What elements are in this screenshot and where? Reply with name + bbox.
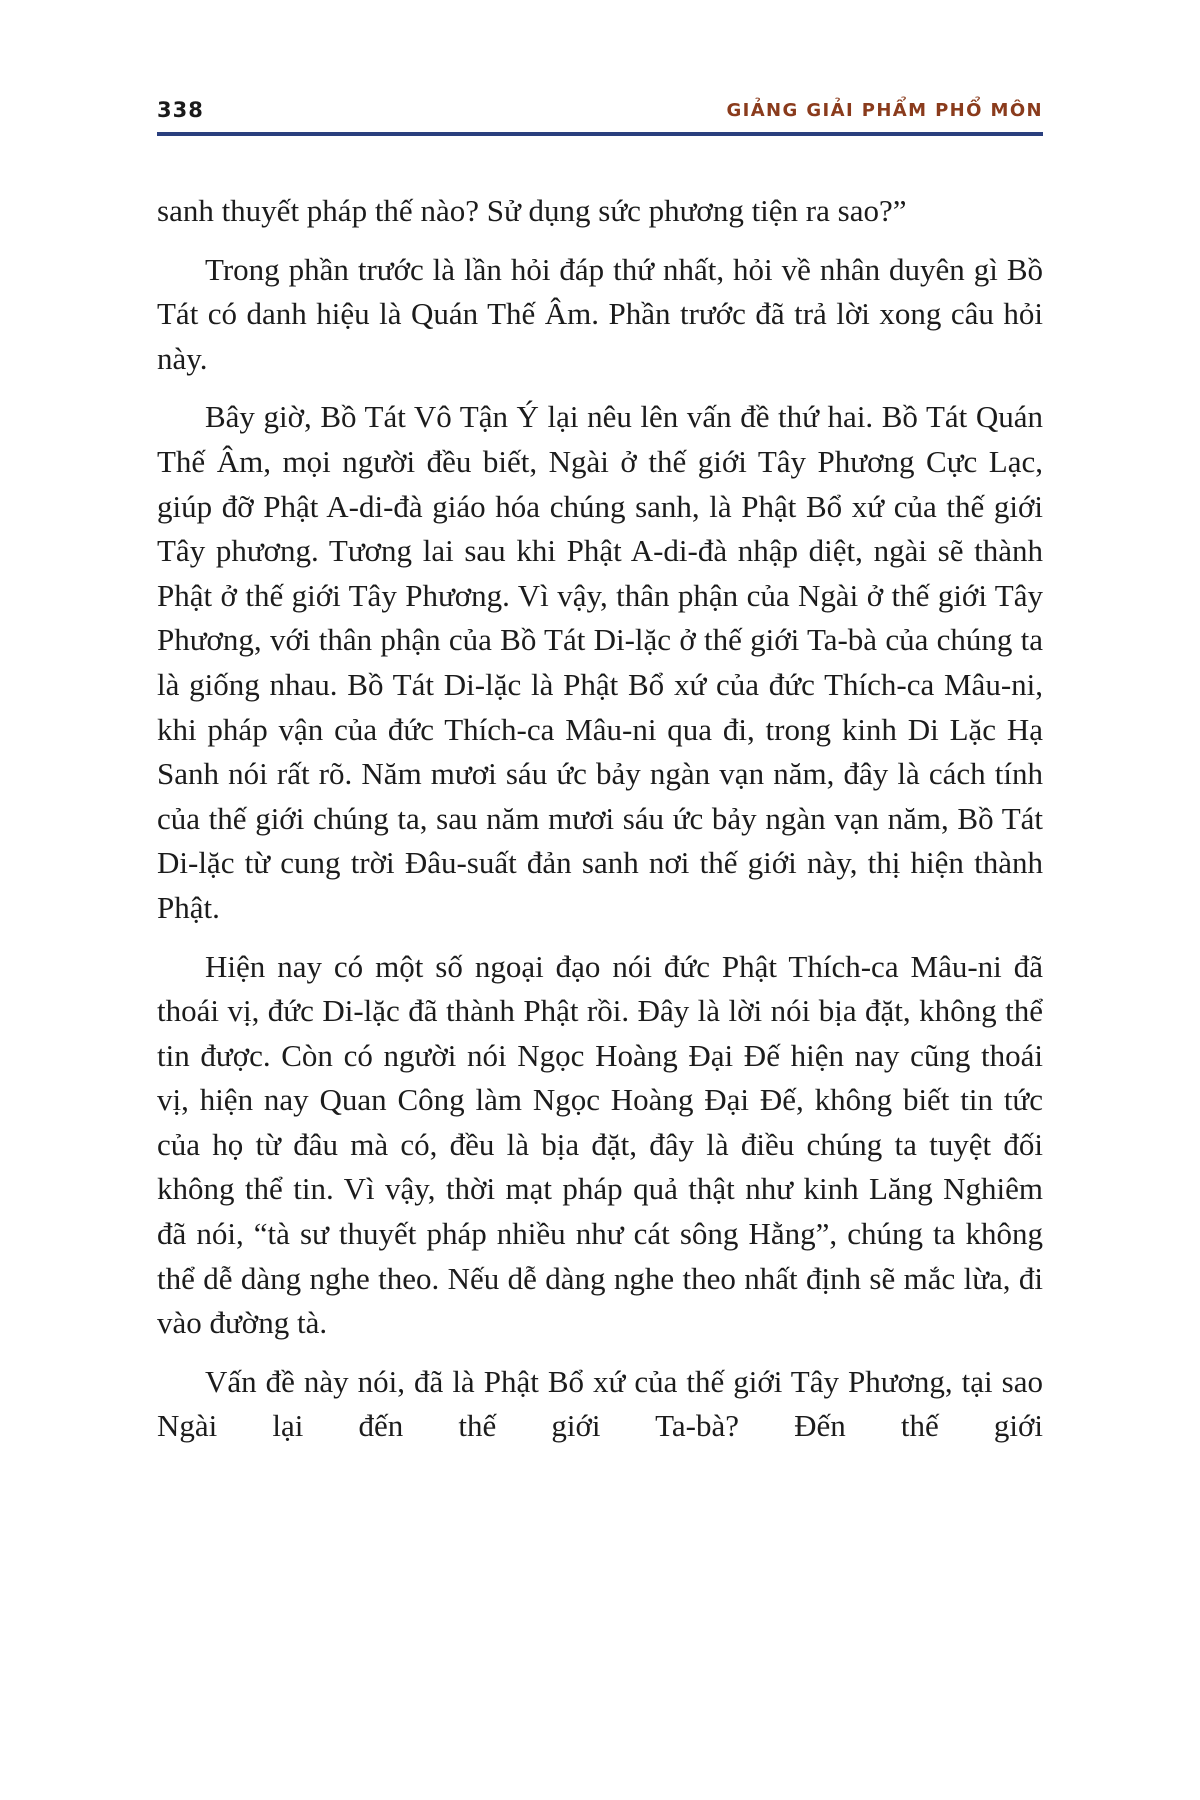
paragraph-continued: sanh thuyết pháp thế nào? Sử dụng sức phương tiện ra sao?” — [157, 193, 907, 228]
page-number: 338 — [157, 98, 204, 122]
running-head — [157, 96, 1043, 124]
header-rule — [157, 132, 1043, 136]
paragraph: Trong phần trước là lần hỏi đáp thứ nhất, hỏi về nhân duyên gì Bồ Tát có danh hiệu là Quán Thế Âm. Phần trước đã trả lời xong câu hỏi này. — [157, 251, 1043, 376]
body-text — [157, 189, 1043, 1463]
paragraph: Vấn đề này nói, đã là Phật Bổ xứ của thế giới Tây Phương, tại sao Ngài lại đến thế giới Ta-bà? Đến thế giới — [157, 1363, 1043, 1444]
paragraph: Hiện nay có một số ngoại đạo nói đức Phật Thích-ca Mâu-ni đã thoái vị, đức Di-lặc đã thành Phật rồi. Đây là lời nói bịa đặt, không thể tin được. Còn có người nói Ngọc Hoàng Đại Đế hiện nay cũng thoái vị, hiện nay Quan Công làm Ngọc Hoàng Đại Đế, không biết tin tức của họ từ đâu mà có, đều là bịa đặt, đây là điều chúng ta tuyệt đối không thể tin. Vì vậy, thời mạt pháp quả thật như kinh Lăng Nghiêm đã nói, “tà sư thuyết pháp nhiều như cát sông Hằng”, chúng ta không thể dễ dàng nghe theo. Nếu dễ dàng nghe theo nhất định sẽ mắc lừa, đi vào đường tà. — [157, 948, 1043, 1341]
paragraph: Bây giờ, Bồ Tát Vô Tận Ý lại nêu lên vấn đề thứ hai. Bồ Tát Quán Thế Âm, mọi người đều biết, Ngài ở thế giới Tây Phương Cực Lạc, giúp đỡ Phật A-di-đà giáo hóa chúng sanh, là Phật Bổ xứ của thế giới Tây phương. Tương lai sau khi Phật A-di-đà nhập diệt, ngài sẽ thành Phật ở thế giới Tây Phương. Vì vậy, thân phận của Ngài ở thế giới Tây Phương, với thân phận của Bồ Tát Di-lặc ở thế giới Ta-bà của chúng ta là giống nhau. Bồ Tát Di-lặc là Phật Bổ xứ của đức Thích-ca Mâu-ni, khi pháp vận của đức Thích-ca Mâu-ni qua đi, trong kinh Di Lặc Hạ Sanh nói rất rõ. Năm mươi sáu ức bảy ngàn vạn năm, đây là cách tính của thế giới chúng ta, sau năm mươi sáu ức bảy ngàn vạn năm, Bồ Tát Di-lặc từ cung trời Đâu-suất đản sanh nơi thế giới này, thị hiện thành Phật. — [157, 399, 1043, 925]
book-title: GIẢNG GIẢI PHẨM PHỔ MÔN — [726, 100, 1043, 121]
